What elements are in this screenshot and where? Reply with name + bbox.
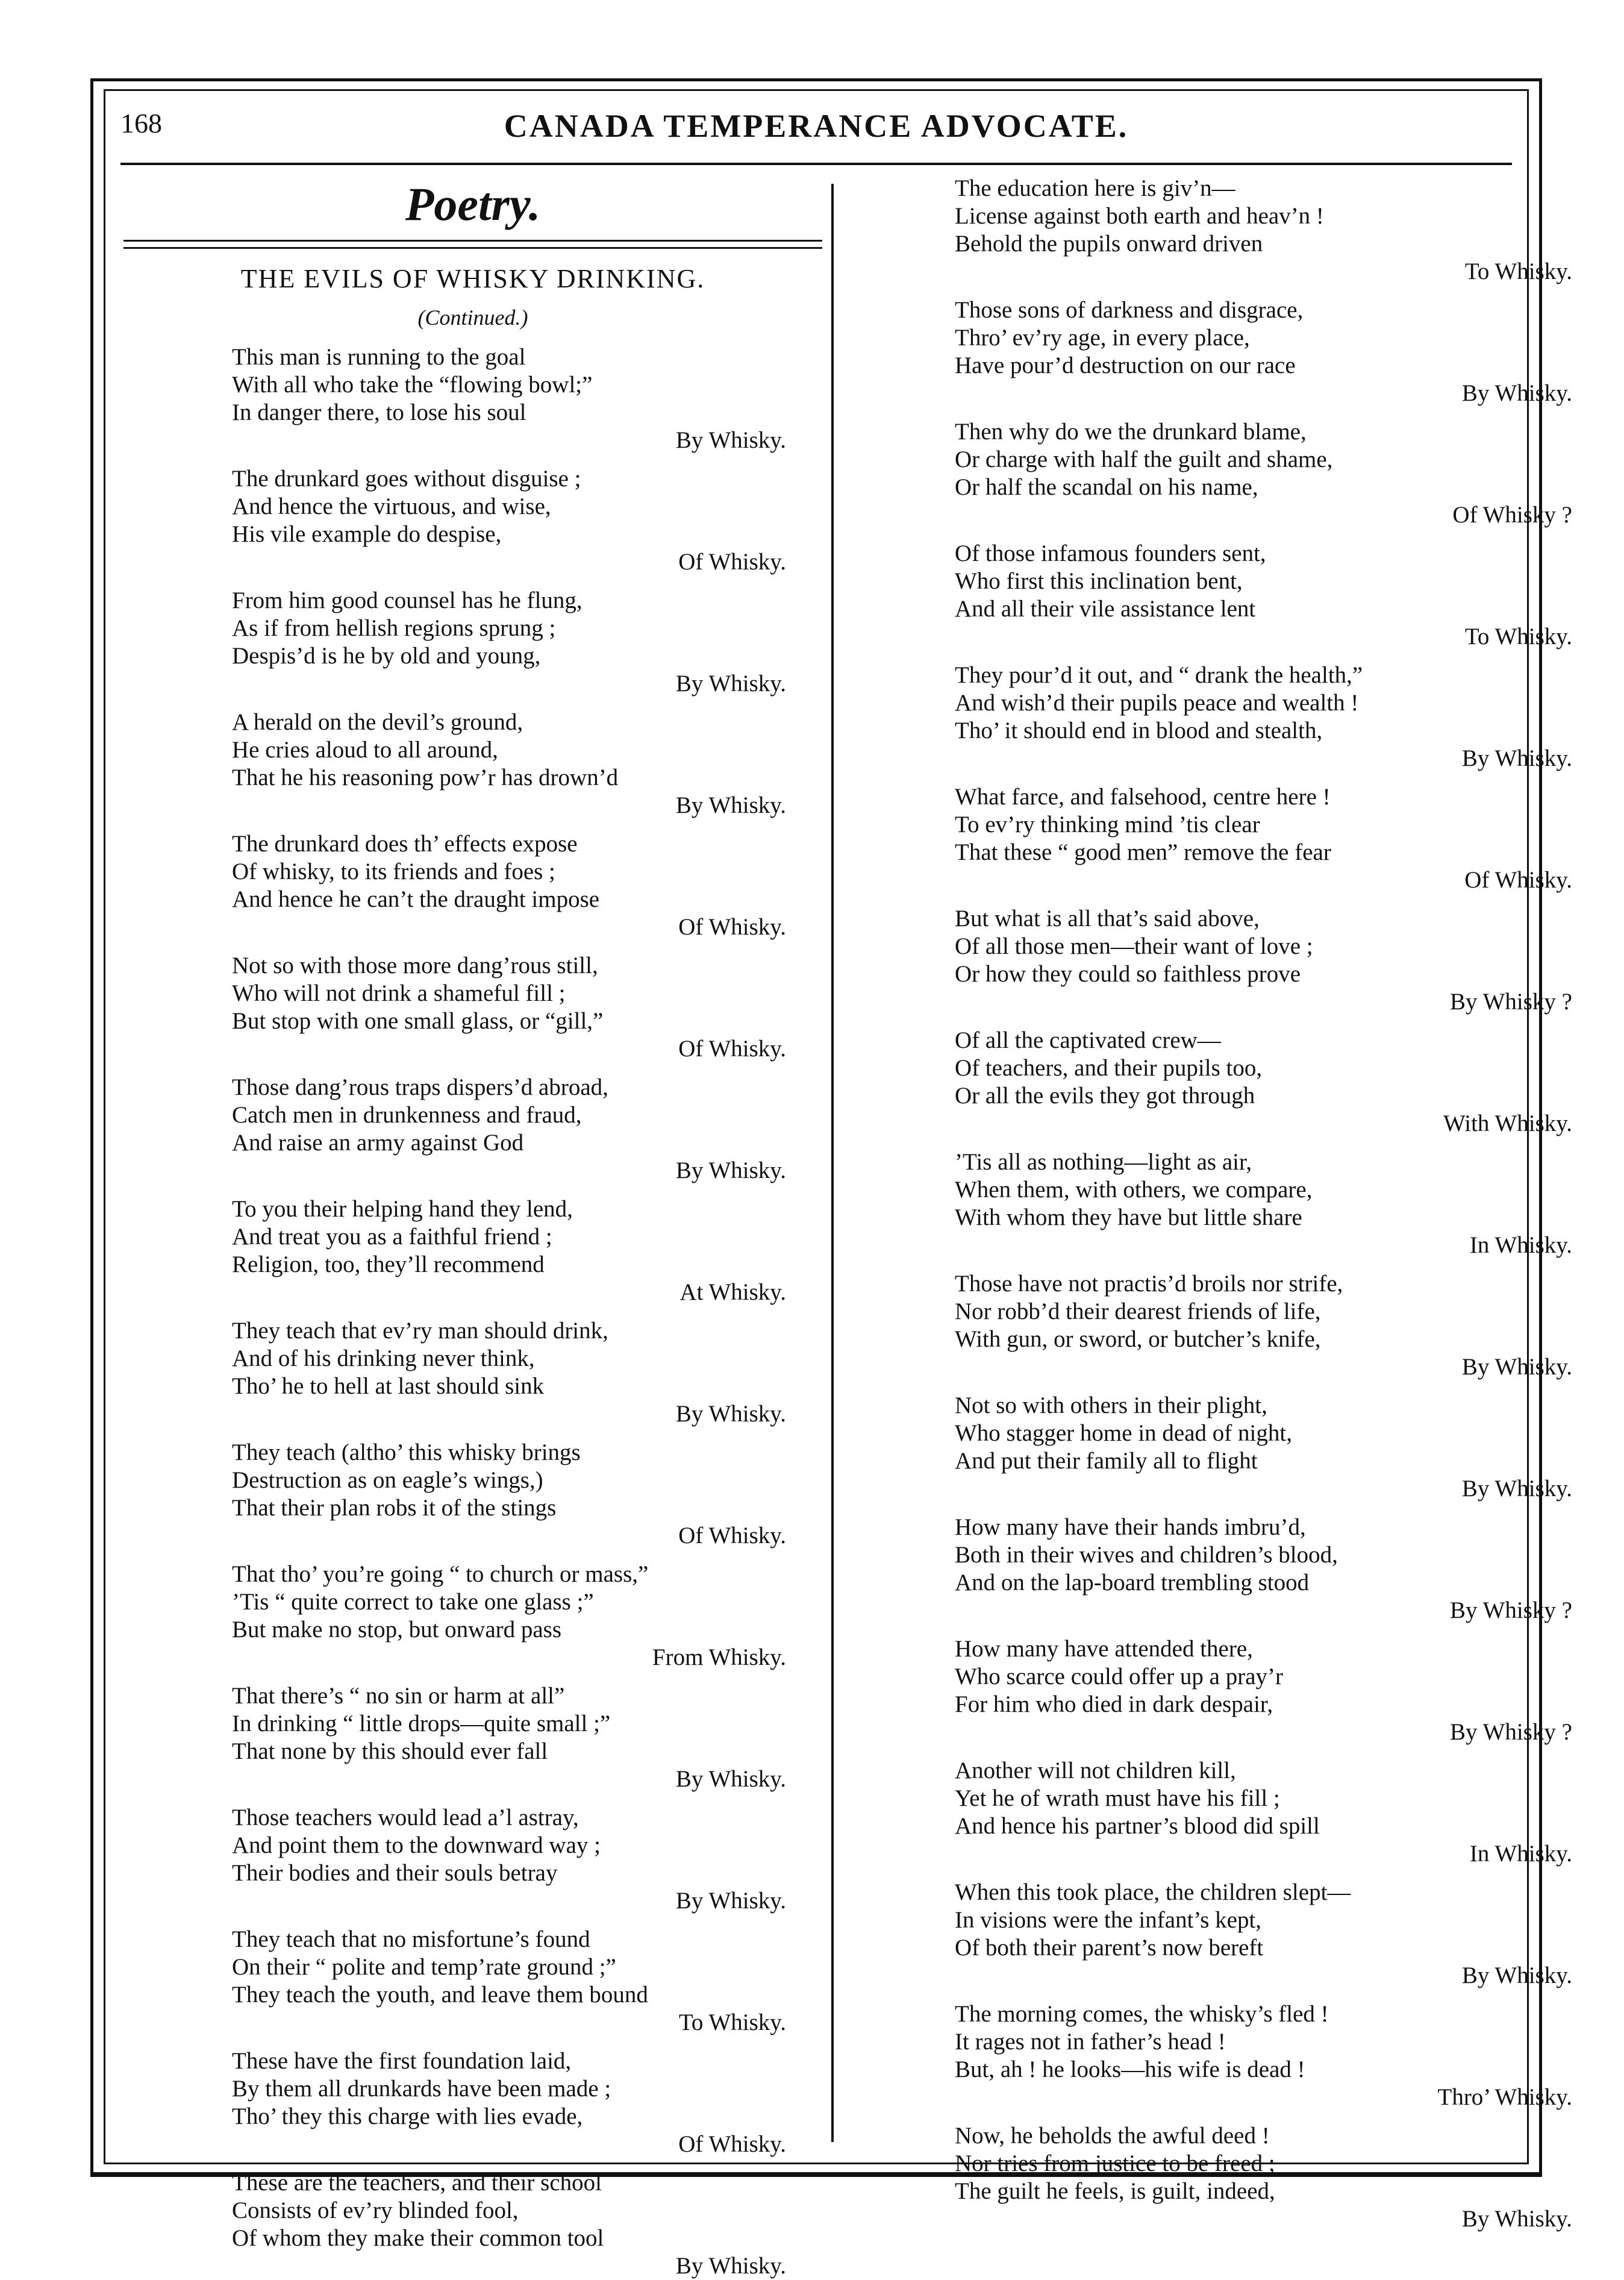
stanza (879, 2000, 1578, 2111)
verse-line: They teach that no misfortune’s found (232, 1926, 590, 1952)
verse-line: Not so with those more dang’rous still, (232, 952, 598, 979)
footer-rule (90, 2175, 1542, 2177)
refrain-line: By Whisky. (1461, 1476, 1572, 1502)
refrain-line: Of Whisky. (678, 1522, 786, 1549)
stanza (123, 830, 822, 941)
stanza (879, 783, 1578, 894)
stanza (879, 1027, 1578, 1138)
verse-line: And treat you as a faithful friend ; (232, 1223, 552, 1250)
stanza (879, 1392, 1578, 1503)
verse-line: Not so with others in their plight, (955, 1392, 1267, 1418)
verse-line: Of teachers, and their pupils too, (955, 1055, 1263, 1081)
refrain-line: In Whisky. (1469, 1841, 1572, 1867)
verse-line: Behold the pupils onward driven (955, 231, 1263, 257)
verse-line: Who first this inclination bent, (955, 568, 1243, 594)
stanza (879, 1148, 1578, 1259)
verse-line: They teach the youth, and leave them bound (232, 1981, 648, 2008)
stanza (879, 540, 1578, 651)
verse-line: License against both earth and heav’n ! (955, 203, 1324, 229)
verse-line: And put their family all to flight (955, 1448, 1258, 1474)
refrain-line: By Whisky. (1461, 380, 1572, 406)
verse-line: They teach that ev’ry man should drink, (232, 1317, 608, 1344)
refrain-line: To Whisky. (678, 2009, 786, 2035)
verse-line: On their “ polite and temp’rate ground ;” (232, 1953, 616, 1980)
verse-line: As if from hellish regions sprung ; (232, 615, 556, 641)
refrain-line: By Whisky. (675, 1157, 786, 1183)
verse-line: But what is all that’s said above, (955, 906, 1260, 932)
stanza (123, 465, 822, 576)
verse-line: That there’s “ no sin or harm at all” (232, 1682, 565, 1709)
verse-line: The guilt he feels, is guilt, indeed, (955, 2178, 1275, 2204)
page-header (120, 90, 1512, 160)
verse-line: With gun, or sword, or butcher’s knife, (955, 1326, 1321, 1352)
verse-line: Of all the captivated crew— (955, 1027, 1221, 1053)
verse-line: When them, with others, we compare, (955, 1177, 1313, 1203)
verse-line: Thro’ ev’ry age, in every place, (955, 325, 1250, 351)
refrain-line: By Whisky. (675, 670, 786, 697)
verse-line: By them all drunkards have been made ; (232, 2075, 611, 2102)
verse-line: From him good counsel has he flung, (232, 587, 582, 613)
verse-line: With whom they have but little share (955, 1204, 1302, 1230)
verse-line: How many have attended there, (955, 1636, 1253, 1662)
stanza (123, 1561, 822, 1671)
left-stanzas (123, 343, 822, 2280)
stanza (879, 905, 1578, 1016)
verse-line: Catch men in drunkenness and fraud, (232, 1101, 582, 1128)
refrain-line: By Whisky. (675, 1400, 786, 1427)
verse-line: Consists of ev’ry blinded fool, (232, 2197, 519, 2223)
verse-line: ’Tis all as nothing—light as air, (955, 1149, 1252, 1175)
refrain-line: By Whisky ? (1450, 1719, 1572, 1745)
verse-line: To ev’ry thinking mind ’tis clear (955, 812, 1260, 838)
verse-line: Those teachers would lead a’l astray, (232, 1804, 579, 1831)
stanza (123, 343, 822, 454)
refrain-line: By Whisky. (1461, 1962, 1572, 1988)
stanza (879, 662, 1578, 772)
refrain-line: Of Whisky. (678, 1035, 786, 1062)
verse-line: Or charge with half the guilt and shame, (955, 446, 1333, 472)
verse-line: Tho’ he to hell at last should sink (232, 1373, 545, 1399)
verse-line: These have the first foundation laid, (232, 2047, 572, 2074)
verse-line: Those have not practis’d broils nor strife, (955, 1271, 1343, 1297)
verse-line: Nor tries from justice to be freed ; (955, 2150, 1275, 2176)
stanza (123, 2169, 822, 2280)
verse-line: Who scarce could offer up a pray’r (955, 1664, 1284, 1690)
verse-line: Both in their wives and children’s blood, (955, 1542, 1338, 1568)
column-divider (831, 184, 834, 2142)
verse-line: And all their vile assistance lent (955, 596, 1256, 622)
stanza (879, 1635, 1578, 1746)
refrain-line: By Whisky. (675, 1765, 786, 1792)
stanza (123, 709, 822, 819)
verse-line: To you their helping hand they lend, (232, 1195, 573, 1222)
verse-line: For him who died in dark despair, (955, 1691, 1273, 1717)
verse-line: Those sons of darkness and disgrace, (955, 297, 1304, 323)
verse-line: But make no stop, but onward pass (232, 1616, 562, 1643)
verse-line: Who will not drink a shameful fill ; (232, 980, 566, 1006)
refrain-line: By Whisky. (675, 792, 786, 818)
verse-line: But, ah ! he looks—his wife is dead ! (955, 2056, 1305, 2082)
left-column (123, 175, 822, 2279)
refrain-line: From Whisky. (652, 1644, 786, 1670)
verse-line: The morning comes, the whisky’s fled ! (955, 2001, 1329, 2027)
poem-subtitle: (Continued.) (417, 305, 528, 330)
stanza (879, 1879, 1578, 1990)
page-number: 168 (120, 108, 162, 139)
verse-line: Of whom they make their common tool (232, 2225, 604, 2251)
verse-line: Of both their parent’s now bereft (955, 1935, 1264, 1961)
verse-line: In danger there, to lose his soul (232, 399, 526, 425)
refrain-line: To Whisky. (1464, 258, 1572, 284)
refrain-line: By Whisky. (675, 1887, 786, 1914)
verse-line: The drunkard does th’ effects expose (232, 830, 578, 857)
stanza (123, 1804, 822, 1915)
stanza (879, 296, 1578, 407)
stanza (123, 2047, 822, 2158)
stanza (123, 1926, 822, 2037)
poem-title: THE EVILS OF WHISKY DRINKING. (240, 263, 705, 293)
verse-line: Have pour’d destruction on our race (955, 352, 1296, 378)
verse-line: They pour’d it out, and “ drank the health,” (955, 662, 1363, 688)
stanza (879, 175, 1578, 286)
stanza (123, 587, 822, 698)
refrain-line: Of Whisky. (678, 913, 786, 940)
header-rule (120, 163, 1512, 165)
refrain-line: By Whisky ? (1450, 989, 1572, 1015)
verse-line: Or all the evils they got through (955, 1083, 1255, 1109)
refrain-line: Of Whisky. (678, 2131, 786, 2157)
verse-line: And hence he can’t the draught impose (232, 886, 600, 912)
refrain-line: By Whisky. (675, 2252, 786, 2279)
stanza (879, 418, 1578, 529)
verse-line: And point them to the downward way ; (232, 1832, 601, 1858)
refrain-line: By Whisky. (675, 427, 786, 453)
section-heading: Poetry. (405, 178, 541, 230)
verse-line: And on the lap-board trembling stood (955, 1570, 1310, 1596)
verse-line: Or how they could so faithless prove (955, 961, 1301, 987)
right-stanzas (879, 175, 1578, 2233)
refrain-line: By Whisky. (1461, 1354, 1572, 1380)
verse-line: These are the teachers, and their school (232, 2169, 602, 2196)
refrain-line: Of Whisky. (1464, 867, 1572, 893)
verse-line: A herald on the devil’s ground, (232, 709, 523, 735)
stanza (123, 1439, 822, 1550)
stanza (123, 1317, 822, 1428)
verse-line: And raise an army against God (232, 1129, 524, 1156)
stanza (123, 1682, 822, 1793)
refrain-line: At Whisky. (679, 1279, 786, 1305)
verse-line: Nor robb’d their dearest friends of life, (955, 1298, 1321, 1324)
verse-line: It rages not in father’s head ! (955, 2029, 1226, 2055)
verse-line: That these “ good men” remove the fear (955, 839, 1331, 865)
verse-line: Tho’ they this charge with lies evade, (232, 2103, 583, 2129)
verse-line: What farce, and falsehood, centre here ! (955, 784, 1331, 810)
refrain-line: Of Whisky. (678, 548, 786, 575)
stanza (879, 1514, 1578, 1624)
verse-line: That he his reasoning pow’r has drown’d (232, 764, 619, 791)
refrain-line: With Whisky. (1443, 1110, 1572, 1136)
verse-line: That none by this should ever fall (232, 1738, 548, 1764)
double-rule (123, 240, 822, 249)
verse-line: But stop with one small glass, or “gill,” (232, 1007, 604, 1034)
verse-line: That tho’ you’re going “ to church or mass,” (232, 1561, 649, 1587)
verse-line: The education here is giv’n— (955, 175, 1235, 201)
refrain-line: To Whisky. (1464, 624, 1572, 650)
verse-line: Of whisky, to its friends and foes ; (232, 858, 555, 885)
verse-line: Religion, too, they’ll recommend (232, 1251, 545, 1277)
verse-line: Their bodies and their souls betray (232, 1859, 558, 1886)
verse-line: Yet he of wrath must have his fill ; (955, 1785, 1280, 1811)
verse-line: And hence his partner’s blood did spill (955, 1813, 1320, 1839)
verse-line: The drunkard goes without disguise ; (232, 465, 581, 492)
refrain-line: By Whisky. (1461, 745, 1572, 771)
verse-line: Tho’ it should end in blood and stealth, (955, 718, 1323, 744)
verse-line: Another will not children kill, (955, 1758, 1236, 1784)
verse-line: Of all those men—their want of love ; (955, 933, 1313, 959)
verse-line: Destruction as on eagle’s wings,) (232, 1467, 543, 1493)
stanza (123, 1195, 822, 1306)
right-column (879, 175, 1578, 2232)
refrain-line: In Whisky. (1469, 1232, 1572, 1258)
verse-line: Those dang’rous traps dispers’d abroad, (232, 1074, 608, 1100)
verse-line: With all who take the “flowing bowl;” (232, 371, 593, 398)
verse-line: In drinking “ little drops—quite small ;” (232, 1710, 611, 1737)
verse-line: How many have their hands imbru’d, (955, 1514, 1306, 1540)
refrain-line: Of Whisky ? (1452, 502, 1572, 528)
refrain-line: By Whisky. (1461, 2206, 1572, 2232)
stanza (879, 1757, 1578, 1868)
verse-line: His vile example do despise, (232, 521, 502, 547)
refrain-line: By Whisky ? (1450, 1597, 1572, 1623)
verse-line: This man is running to the goal (232, 343, 526, 370)
verse-line: And wish’d their pupils peace and wealth ! (955, 690, 1359, 716)
verse-line: Now, he beholds the awful deed ! (955, 2123, 1270, 2149)
verse-line: In visions were the infant’s kept, (955, 1907, 1262, 1933)
verse-line: Or half the scandal on his name, (955, 474, 1258, 500)
verse-line: And hence the virtuous, and wise, (232, 493, 551, 519)
verse-line: Who stagger home in dead of night, (955, 1420, 1292, 1446)
verse-line: He cries aloud to all around, (232, 736, 498, 763)
verse-line: Then why do we the drunkard blame, (955, 419, 1307, 445)
verse-line: ’Tis “ quite correct to take one glass ;” (232, 1588, 594, 1615)
stanza (123, 1074, 822, 1185)
refrain-line: Thro’ Whisky. (1437, 2084, 1572, 2110)
stanza (879, 1270, 1578, 1381)
verse-line: Despis’d is he by old and young, (232, 642, 541, 669)
stanza (123, 952, 822, 1063)
journal-title: CANADA TEMPERANCE ADVOCATE. (504, 108, 1129, 144)
verse-line: And of his drinking never think, (232, 1345, 535, 1371)
verse-line: Of those infamous founders sent, (955, 540, 1266, 566)
verse-line: When this took place, the children slept— (955, 1879, 1351, 1905)
stanza (879, 2122, 1578, 2233)
verse-line: They teach (altho’ this whisky brings (232, 1439, 581, 1465)
verse-line: That their plan robs it of the stings (232, 1494, 557, 1521)
